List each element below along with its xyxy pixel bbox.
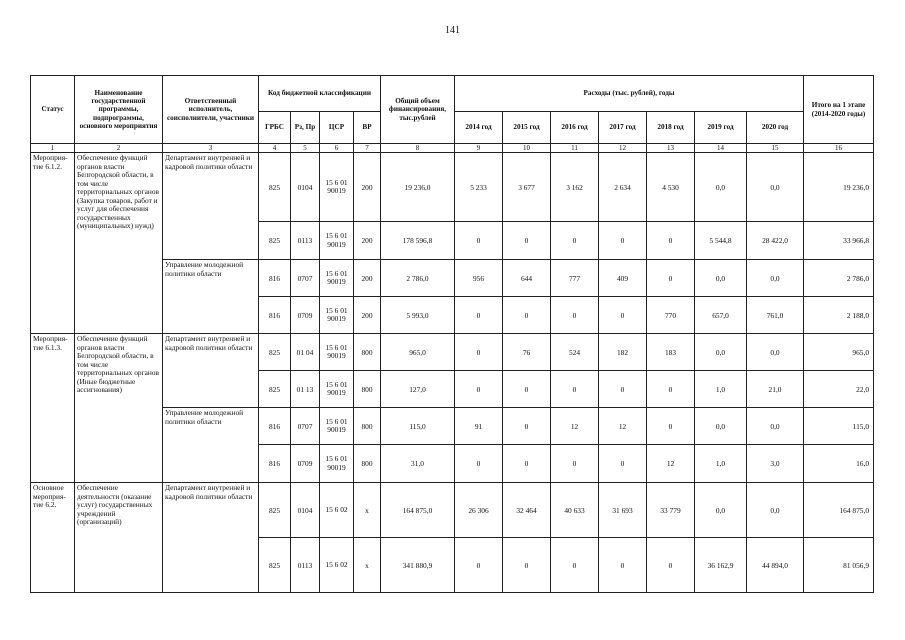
vr-cell: 800 — [354, 445, 381, 483]
header-rzpr: Рз, Пр — [291, 112, 320, 144]
grbs-cell: 825 — [259, 153, 291, 222]
grbs-cell: 816 — [259, 445, 291, 483]
year-2016-cell: 0 — [551, 445, 599, 483]
header-year-2018: 2018 год — [647, 112, 695, 144]
column-number: 15 — [747, 144, 804, 153]
header-csr: ЦСР — [320, 112, 354, 144]
vr-cell: 200 — [354, 297, 381, 334]
year-2014-cell: 0 — [455, 371, 503, 408]
rzpr-cell: 0707 — [291, 408, 320, 445]
header-status: Статус — [31, 76, 75, 144]
year-2015-cell: 0 — [503, 371, 551, 408]
stage-total-cell: 33 966,8 — [804, 222, 874, 260]
year-2018-cell: 33 779 — [647, 483, 695, 538]
total-cell: 127,0 — [381, 371, 455, 408]
stage-total-cell: 22,0 — [804, 371, 874, 408]
year-2015-cell: 0 — [503, 538, 551, 593]
grbs-cell: 825 — [259, 334, 291, 371]
year-2014-cell: 0 — [455, 222, 503, 260]
year-2017-cell: 409 — [599, 260, 647, 297]
column-number: 11 — [551, 144, 599, 153]
year-2018-cell: 12 — [647, 445, 695, 483]
header-executor: Ответственный исполнитель, соисполнители, участники — [163, 76, 259, 144]
year-2014-cell: 0 — [455, 334, 503, 371]
year-2020-cell: 21,0 — [747, 371, 804, 408]
year-2017-cell: 0 — [599, 371, 647, 408]
total-cell: 178 596,8 — [381, 222, 455, 260]
header-grbs: ГРБС — [259, 112, 291, 144]
executor-cell: Управление молодежной политики области — [163, 408, 259, 483]
total-cell: 5 993,0 — [381, 297, 455, 334]
year-2015-cell: 0 — [503, 297, 551, 334]
year-2020-cell: 0,0 — [747, 483, 804, 538]
year-2020-cell: 44 894,0 — [747, 538, 804, 593]
year-2019-cell: 1,0 — [695, 445, 747, 483]
executor-cell: Департамент внутренней и кадровой политики области — [163, 153, 259, 260]
year-2018-cell: 0 — [647, 408, 695, 445]
column-number: 13 — [647, 144, 695, 153]
year-2014-cell: 91 — [455, 408, 503, 445]
program-name-cell: Обеспечение деятельности (оказание услуг) государственных учреждений (организаций) — [75, 483, 163, 593]
year-2017-cell: 0 — [599, 538, 647, 593]
header-year-2020: 2020 год — [747, 112, 804, 144]
vr-cell: х — [354, 538, 381, 593]
stage-total-cell: 2 188,0 — [804, 297, 874, 334]
rzpr-cell: 0104 — [291, 153, 320, 222]
column-number: 7 — [354, 144, 381, 153]
stage-total-cell: 115,0 — [804, 408, 874, 445]
executor-cell: Управление молодежной политики области — [163, 260, 259, 334]
status-cell: Мероприя-тие 6.1.3. — [31, 334, 75, 483]
year-2015-cell: 0 — [503, 222, 551, 260]
year-2016-cell: 12 — [551, 408, 599, 445]
program-name-cell: Обеспечение функций органов власти Белгородской области, в том числе территориальных органов (Закупка товаров, работ и услуг для обеспечения государственных (муниципальных) нужд) — [75, 153, 163, 334]
header-year-2019: 2019 год — [695, 112, 747, 144]
total-cell: 115,0 — [381, 408, 455, 445]
rzpr-cell: 0104 — [291, 483, 320, 538]
year-2018-cell: 0 — [647, 222, 695, 260]
rzpr-cell: 0709 — [291, 297, 320, 334]
year-2020-cell: 3,0 — [747, 445, 804, 483]
grbs-cell: 825 — [259, 538, 291, 593]
header-budget-code: Код бюджетной классификации — [259, 76, 381, 112]
csr-cell: 15 6 01 90019 — [320, 334, 354, 371]
csr-cell: 15 6 02 — [320, 538, 354, 593]
vr-cell: 200 — [354, 222, 381, 260]
total-cell: 965,0 — [381, 334, 455, 371]
executor-cell: Департамент внутренней и кадровой политики области — [163, 483, 259, 593]
year-2014-cell: 0 — [455, 538, 503, 593]
vr-cell: 200 — [354, 153, 381, 222]
year-2018-cell: 0 — [647, 371, 695, 408]
vr-cell: 200 — [354, 260, 381, 297]
column-number: 5 — [291, 144, 320, 153]
year-2019-cell: 5 544,8 — [695, 222, 747, 260]
grbs-cell: 825 — [259, 222, 291, 260]
stage-total-cell: 2 786,0 — [804, 260, 874, 297]
total-cell: 19 236,0 — [381, 153, 455, 222]
rzpr-cell: 01 13 — [291, 371, 320, 408]
grbs-cell: 816 — [259, 297, 291, 334]
column-number: 12 — [599, 144, 647, 153]
year-2019-cell: 1,0 — [695, 371, 747, 408]
year-2018-cell: 0 — [647, 260, 695, 297]
column-number: 14 — [695, 144, 747, 153]
grbs-cell: 816 — [259, 408, 291, 445]
year-2015-cell: 32 464 — [503, 483, 551, 538]
column-number: 16 — [804, 144, 874, 153]
year-2019-cell: 0,0 — [695, 408, 747, 445]
year-2016-cell: 3 162 — [551, 153, 599, 222]
year-2020-cell: 0,0 — [747, 334, 804, 371]
total-cell: 31,0 — [381, 445, 455, 483]
year-2014-cell: 0 — [455, 297, 503, 334]
year-2018-cell: 183 — [647, 334, 695, 371]
year-2020-cell: 28 422,0 — [747, 222, 804, 260]
column-number: 3 — [163, 144, 259, 153]
year-2019-cell: 657,0 — [695, 297, 747, 334]
year-2019-cell: 0,0 — [695, 260, 747, 297]
header-year-2016: 2016 год — [551, 112, 599, 144]
year-2017-cell: 31 693 — [599, 483, 647, 538]
csr-cell: 15 6 02 — [320, 483, 354, 538]
budget-table — [30, 75, 874, 593]
year-2018-cell: 770 — [647, 297, 695, 334]
year-2020-cell: 0,0 — [747, 260, 804, 297]
header-year-2015: 2015 год — [503, 112, 551, 144]
column-number: 8 — [381, 144, 455, 153]
total-cell: 341 880,9 — [381, 538, 455, 593]
csr-cell: 15 6 01 90019 — [320, 371, 354, 408]
stage-total-cell: 965,0 — [804, 334, 874, 371]
column-number: 1 — [31, 144, 75, 153]
program-name-cell: Обеспечение функций органов власти Белгородской области, в том числе территориальных органов (Иные бюджетные ассигнования) — [75, 334, 163, 483]
year-2014-cell: 26 306 — [455, 483, 503, 538]
header-program: Наименование государственной программы, подпрограммы, основного мероприятия — [75, 76, 163, 144]
header-year-2017: 2017 год — [599, 112, 647, 144]
column-number: 2 — [75, 144, 163, 153]
column-number: 10 — [503, 144, 551, 153]
year-2019-cell: 0,0 — [695, 483, 747, 538]
rzpr-cell: 0709 — [291, 445, 320, 483]
page-number: 141 — [445, 25, 460, 36]
status-cell: Основное мероприя-тие 6.2. — [31, 483, 75, 593]
year-2020-cell: 761,0 — [747, 297, 804, 334]
table-row — [31, 483, 874, 538]
year-2017-cell: 0 — [599, 222, 647, 260]
table-row — [31, 334, 874, 371]
year-2020-cell: 0,0 — [747, 408, 804, 445]
year-2019-cell: 36 162,9 — [695, 538, 747, 593]
vr-cell: х — [354, 483, 381, 538]
csr-cell: 15 6 01 90019 — [320, 408, 354, 445]
vr-cell: 800 — [354, 408, 381, 445]
column-number: 9 — [455, 144, 503, 153]
stage-total-cell: 81 056,9 — [804, 538, 874, 593]
year-2015-cell: 644 — [503, 260, 551, 297]
table-row — [31, 153, 874, 222]
year-2017-cell: 0 — [599, 297, 647, 334]
vr-cell: 800 — [354, 371, 381, 408]
total-cell: 164 875,0 — [381, 483, 455, 538]
total-cell: 2 786,0 — [381, 260, 455, 297]
year-2014-cell: 0 — [455, 445, 503, 483]
grbs-cell: 816 — [259, 260, 291, 297]
rzpr-cell: 0113 — [291, 538, 320, 593]
vr-cell: 800 — [354, 334, 381, 371]
grbs-cell: 825 — [259, 483, 291, 538]
year-2019-cell: 0,0 — [695, 153, 747, 222]
csr-cell: 15 6 01 90019 — [320, 445, 354, 483]
column-number: 4 — [259, 144, 291, 153]
year-2016-cell: 777 — [551, 260, 599, 297]
year-2014-cell: 956 — [455, 260, 503, 297]
rzpr-cell: 0707 — [291, 260, 320, 297]
year-2016-cell: 0 — [551, 297, 599, 334]
year-2015-cell: 3 677 — [503, 153, 551, 222]
stage-total-cell: 164 875,0 — [804, 483, 874, 538]
year-2017-cell: 0 — [599, 445, 647, 483]
year-2018-cell: 4 530 — [647, 153, 695, 222]
header-stage-total: Итого на 1 этапе (2014-2020 годы) — [804, 76, 874, 144]
year-2016-cell: 0 — [551, 538, 599, 593]
header-year-2014: 2014 год — [455, 112, 503, 144]
year-2016-cell: 40 633 — [551, 483, 599, 538]
header-vr: ВР — [354, 112, 381, 144]
year-2017-cell: 12 — [599, 408, 647, 445]
year-2015-cell: 76 — [503, 334, 551, 371]
year-2017-cell: 182 — [599, 334, 647, 371]
year-2019-cell: 0,0 — [695, 334, 747, 371]
grbs-cell: 825 — [259, 371, 291, 408]
year-2017-cell: 2 634 — [599, 153, 647, 222]
year-2016-cell: 0 — [551, 222, 599, 260]
header-expenses: Расходы (тыс. рублей), годы — [455, 76, 804, 112]
csr-cell: 15 6 01 90019 — [320, 297, 354, 334]
csr-cell: 15 6 01 90019 — [320, 153, 354, 222]
header-total-funding: Общий объем финансирования, тыс.рублей — [381, 76, 455, 144]
year-2016-cell: 524 — [551, 334, 599, 371]
stage-total-cell: 16,0 — [804, 445, 874, 483]
column-number-row — [31, 144, 874, 153]
executor-cell: Департамент внутренней и кадровой политики области — [163, 334, 259, 408]
rzpr-cell: 0113 — [291, 222, 320, 260]
year-2015-cell: 0 — [503, 408, 551, 445]
year-2015-cell: 0 — [503, 445, 551, 483]
year-2018-cell: 0 — [647, 538, 695, 593]
year-2016-cell: 0 — [551, 371, 599, 408]
year-2014-cell: 5 233 — [455, 153, 503, 222]
csr-cell: 15 6 01 90019 — [320, 222, 354, 260]
year-2020-cell: 0,0 — [747, 153, 804, 222]
csr-cell: 15 6 01 90019 — [320, 260, 354, 297]
stage-total-cell: 19 236,0 — [804, 153, 874, 222]
rzpr-cell: 01 04 — [291, 334, 320, 371]
status-cell: Мероприя-тие 6.1.2. — [31, 153, 75, 334]
column-number: 6 — [320, 144, 354, 153]
